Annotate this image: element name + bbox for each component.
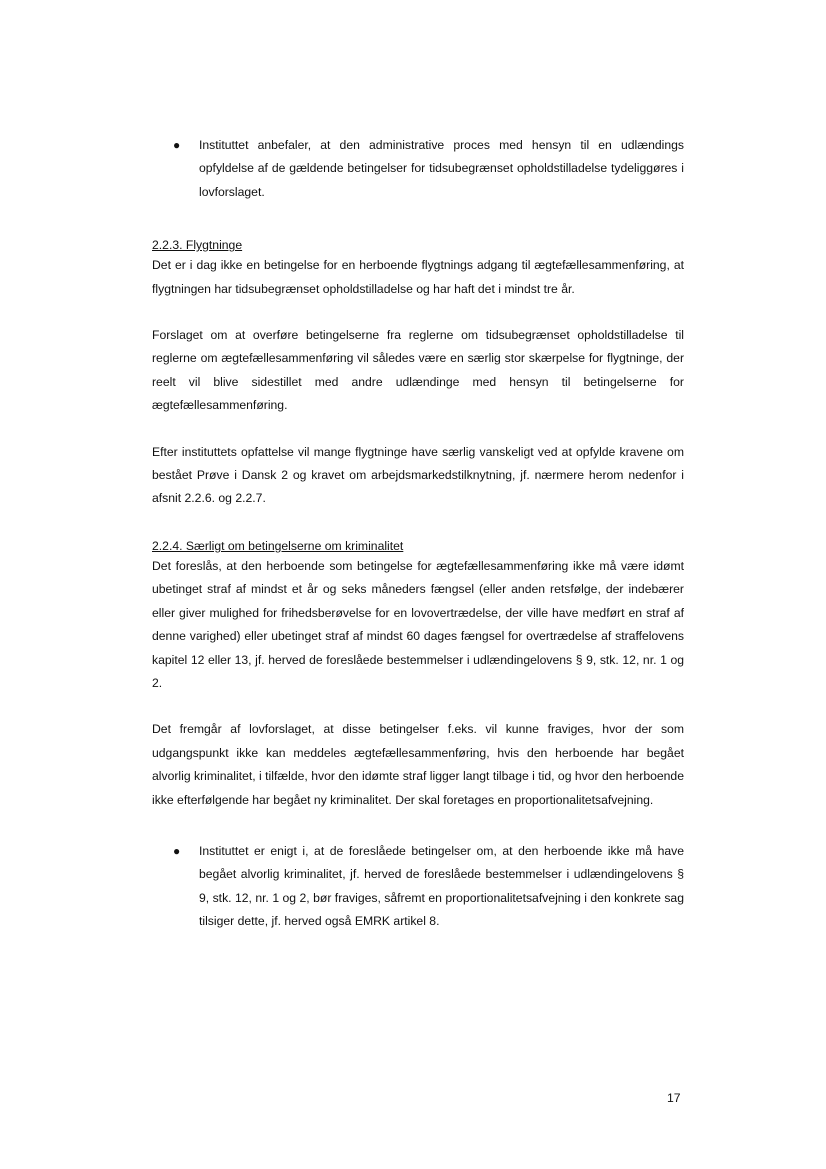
bullet-text: Instituttet er enigt i, at de foreslåede betingelser om, at den herboende ikke må have begået alvorlig kriminalitet, jf. herved de foreslåede bestemmelser i udlændingelovens § 9, stk. 12, nr. 1 og 2, bør fraviges, såfremt en proportionalitetsafvejning i den konkrete sag tilsiger dette, jf. herved også EMRK artikel 8. [199,843,684,929]
section-heading-2-2-4: 2.2.4. Særligt om betingelserne om kriminalitet [152,538,404,553]
bullet-recommendation-2 [152,840,684,934]
bullet-recommendation-1 [152,134,684,204]
paragraph: Forslaget om at overføre betingelserne fra reglerne om tidsubegrænset opholdstilladelse til reglerne om ægtefællesammenføring vil således være en særlig stor skærpelse for flygtninge, der reelt vil blive sidestillet med andre udlændinge med hensyn til betingelserne for ægtefællesammenføring. [152,328,684,413]
document-page [152,134,684,934]
bullet-text: Instituttet anbefaler, at den administrative proces med hensyn til en udlændings opfyldelse af de gældende betingelser for tidsubegrænset opholdstilladelse tydeliggøres i lovforslaget. [199,138,684,199]
page-number: 17 [667,1091,681,1105]
section-heading-2-2-3: 2.2.3. Flygtninge [152,238,243,253]
paragraph: Det er i dag ikke en betingelse for en herboende flygtnings adgang til ægtefællesammenføring, at flygtningen har tidsubegrænset opholdstilladelse og har haft det i mindst tre år. [152,258,684,296]
paragraph: Det foreslås, at den herboende som betingelse for ægtefællesammenføring ikke må være idømt ubetinget straf af mindst et år og seks måneders fængsel (eller anden retsfølge, der indebærer eller giver mulighed for frihedsberøvelse for en lovovertrædelse, der ville have medført en straf af denne varighed) eller ubetinget straf af mindst 60 dages fængsel for overtrædelse af straffelovens kapitel 12 eller 13, jf. herved de foreslåede bestemmelser i udlændingelovens § 9, stk. 12, nr. 1 og 2. [152,558,684,690]
paragraph: Efter instituttets opfattelse vil mange flygtninge have særlig vanskeligt ved at opfylde kravene om bestået Prøve i Dansk 2 og kravet om arbejdsmarkedstilknytning, jf. nærmere herom nedenfor i afsnit 2.2.6. og 2.2.7. [152,444,684,506]
paragraph: Det fremgår af lovforslaget, at disse betingelser f.eks. vil kunne fraviges, hvor der som udgangspunkt ikke kan meddeles ægtefællesammenføring, hvis den herboende har begået alvorlig kriminalitet, i tilfælde, hvor den idømte straf ligger langt tilbage i tid, og hvor den herboende ikke efterfølgende har begået ny kriminalitet. Der skal foretages en proportionalitetsafvejning. [152,722,684,807]
bullet-dot-icon: ● [173,843,181,858]
bullet-dot-icon: ● [173,138,181,152]
